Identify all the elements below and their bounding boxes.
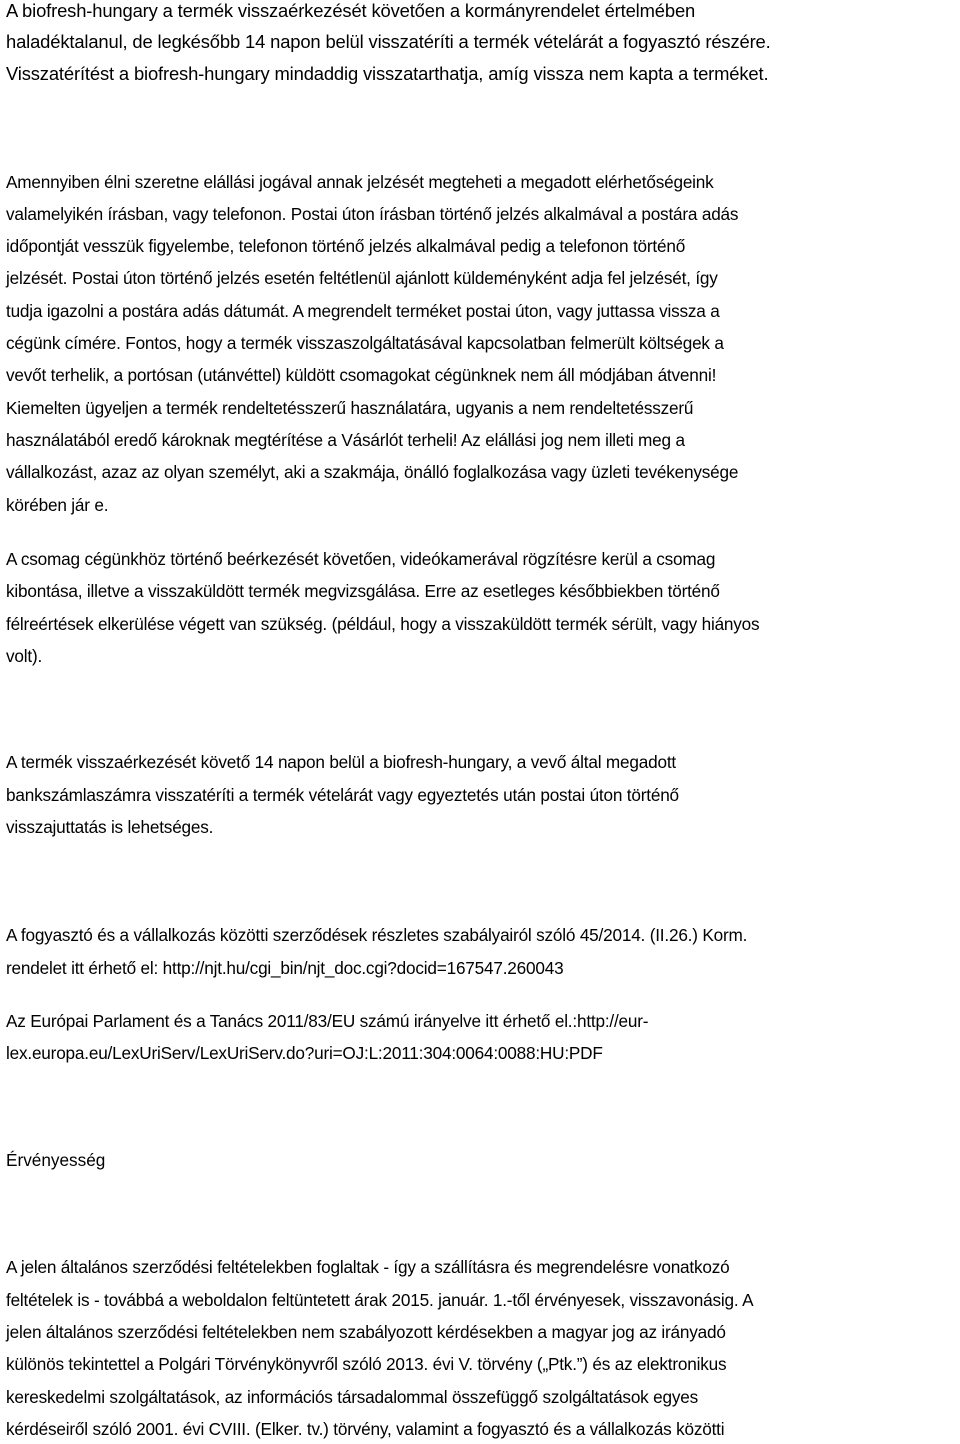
text-line: A termék visszaérkezését követő 14 napon belül a biofresh-hungary, a vevő által megadott [6,752,676,772]
text-line: valamelyikén írásban, vagy telefonon. Postai úton írásban történő jelzés alkalmával a postára adás [6,204,739,224]
text-line: különös tekintettel a Polgári Törvénykönyvről szóló 2013. évi V. törvény („Ptk.”) és az elektronikus [6,1354,727,1374]
text-line: cégünk címére. Fontos, hogy a termék visszaszolgáltatásával kapcsolatban felmerült költségek a [6,333,724,353]
text-line: kibontása, illetve a visszaküldött termék megvizsgálása. Erre az esetleges későbbiekben történő [6,581,720,601]
text-line: haladéktalanul, de legkésőbb 14 napon belül visszatéríti a termék vételárát a fogyasztó részére. [6,31,771,52]
text-line: Kiemelten ügyeljen a termék rendeltetésszerű használatára, ugyanis a nem rendeltetésszerű [6,398,694,418]
text-line: vevőt terhelik, a portósan (utánvéttel) küldött csomagokat cégünknek nem áll módjában átvenni! [6,365,717,385]
text-line: A biofresh-hungary a termék visszaérkezését követően a kormányrendelet értelmében [6,0,696,21]
text-line: tudja igazolni a postára adás dátumát. A megrendelt terméket postai úton, vagy juttassa vissza a [6,301,720,321]
text-line: Az Európai Parlament és a Tanács 2011/83/EU számú irányelve itt érhető el.:http://eur- [6,1011,649,1031]
text-line: Amennyiben élni szeretne elállási jogával annak jelzését megteheti a megadott elérhetőségeink [6,172,714,192]
text-line: jelen általános szerződési feltételekben nem szabályozott kérdésekben a magyar jog az irányadó [6,1322,726,1342]
text-line: jelzését. Postai úton történő jelzés esetén feltétlenül ajánlott küldeményként adja fel jelzését, így [6,268,718,288]
regulation-link: rendelet itt érhető el: http://njt.hu/cgi_bin/njt_doc.cgi?docid=167547.260043 [6,958,564,978]
text-line: A fogyasztó és a vállalkozás közötti szerződések részletes szabályairól szóló 45/2014. (II.26.) Korm. [6,925,748,945]
text-line: A jelen általános szerződési feltételekben foglaltak - így a szállításra és megrendelésre vonatkozó [6,1257,730,1277]
text-line: bankszámlaszámra visszatéríti a termék vételárát vagy egyeztetés után postai úton történő [6,785,679,805]
text-line: Visszatérítést a biofresh-hungary mindaddig visszatarthatja, amíg vissza nem kapta a terméket. [6,63,769,84]
text-line: félreértések elkerülése végett van szükség. (például, hogy a visszaküldött termék sérült, vagy hiányos [6,614,760,634]
text-line: A csomag cégünkhöz történő beérkezését követően, videókamerával rögzítésre kerül a csomag [6,549,716,569]
text-line: vállalkozást, azaz az olyan személyt, aki a szakmája, önálló foglalkozása vagy üzleti tevékenysége [6,462,739,482]
text-line: használatából eredő károknak megtérítése a Vásárlót terheli! Az elállási jog nem illeti meg a [6,430,685,450]
text-line: kérdéseiről szóló 2001. évi CVIII. (Elker. tv.) törvény, valamint a fogyasztó és a vállalkozás közötti [6,1419,725,1439]
text-line: kereskedelmi szolgáltatások, az információs társadalommal összefüggő szolgáltatások egyes [6,1387,699,1407]
text-line: körében jár e. [6,495,109,515]
directive-link: lex.europa.eu/LexUriServ/LexUriServ.do?uri=OJ:L:2011:304:0064:0088:HU:PDF [6,1043,603,1063]
text-line: volt). [6,646,43,666]
text-line: visszajuttatás is lehetséges. [6,817,214,837]
validity-heading: Érvényesség [6,1150,106,1170]
text-line: feltételek is - továbbá a weboldalon feltüntetett árak 2015. január. 1.-től érvényesek, visszavonásig. A [6,1290,754,1310]
text-line: időpontját vesszük figyelembe, telefonon történő jelzés alkalmával pedig a telefonon történő [6,236,686,256]
